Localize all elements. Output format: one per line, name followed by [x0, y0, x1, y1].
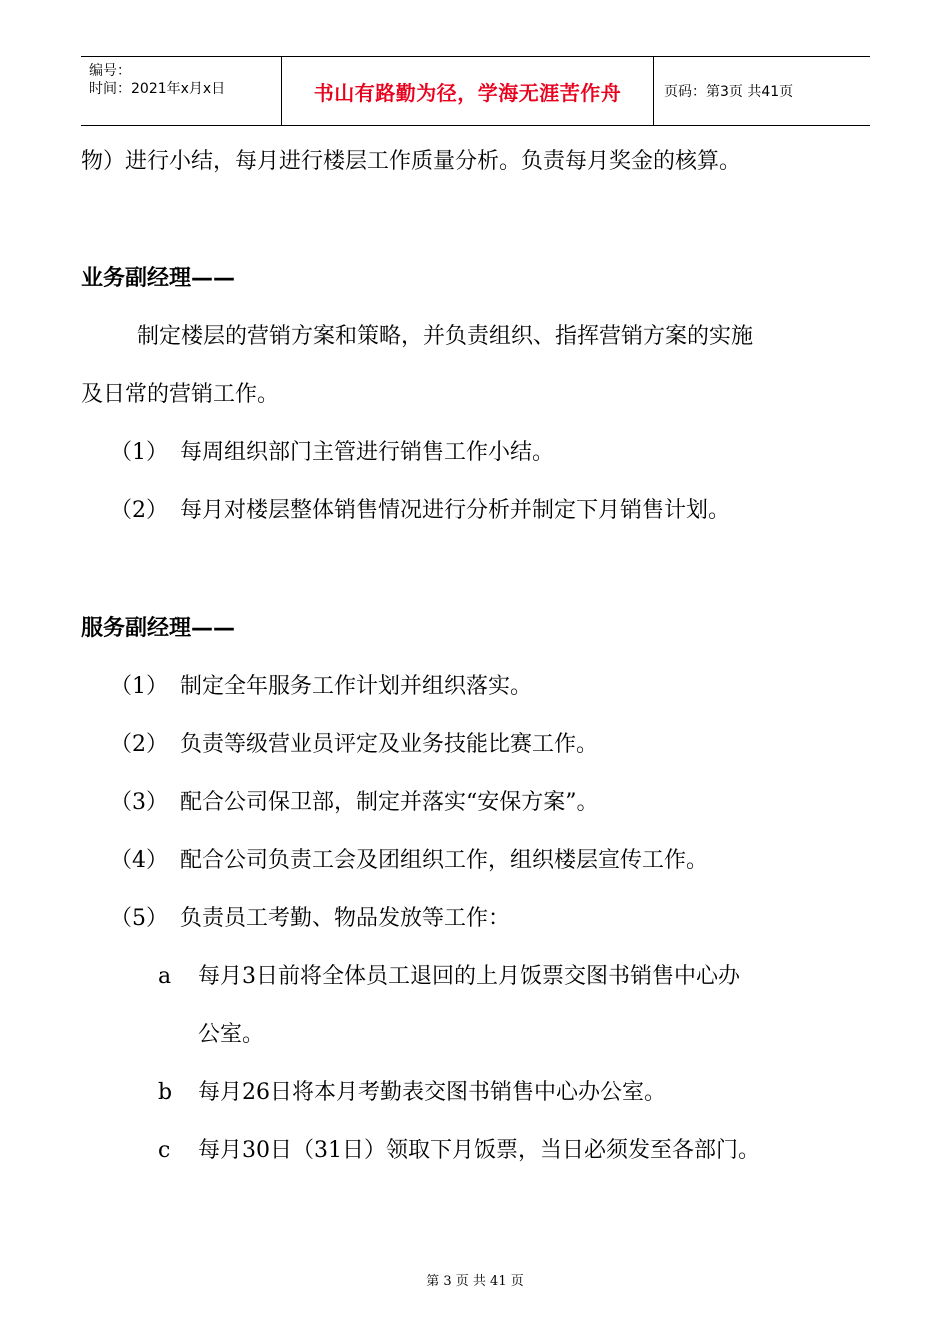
intro-line: 物）进行小结，每月进行楼层工作质量分析。负责每月奖金的核算。: [81, 149, 742, 174]
list-item-number: （1）: [110, 674, 168, 699]
document-header: [81, 56, 870, 126]
list-item-text: 每月对楼层整体销售情况进行分析并制定下月销售计划。: [180, 498, 731, 523]
document-number-label: 编号：: [89, 63, 131, 79]
list-item-number: （2）: [110, 498, 168, 523]
header-meta: [81, 57, 281, 125]
section-heading-business: 业务副经理——: [81, 266, 236, 291]
list-item-text: 负责员工考勤、物品发放等工作：: [180, 906, 511, 931]
sub-list-item: [158, 962, 740, 992]
list-item: [110, 496, 730, 526]
list-item-text: 每周组织部门主管进行销售工作小结。: [180, 440, 555, 465]
list-item-text: 配合公司保卫部，制定并落实“安保方案”。: [180, 790, 599, 815]
page-footer: 第 3 页 共 41 页: [426, 1274, 524, 1289]
list-item-number: （4）: [110, 848, 168, 873]
sub-list-item-text: 每月3日前将全体员工退回的上月饭票交图书销售中心办: [198, 964, 740, 989]
section1-paragraph-line2: 及日常的营销工作。: [81, 382, 280, 407]
list-item-number: （5）: [110, 906, 168, 931]
sub-list-item-mark: a: [158, 964, 172, 989]
section-heading-service: 服务副经理——: [81, 616, 236, 641]
list-item-number: （3）: [110, 790, 168, 815]
list-item: [110, 730, 598, 760]
document-time-label: 时间：2021年x月x日: [89, 81, 226, 97]
list-item: [110, 904, 510, 934]
list-item-text: 配合公司负责工会及团组织工作，组织楼层宣传工作。: [180, 848, 709, 873]
sub-list-item: [158, 1136, 760, 1166]
list-item-text: 负责等级营业员评定及业务技能比赛工作。: [180, 732, 599, 757]
list-item: [110, 672, 532, 702]
list-item-number: （2）: [110, 732, 168, 757]
sub-list-item-mark: c: [158, 1138, 171, 1163]
list-item: [110, 788, 599, 818]
section1-paragraph-line1: 制定楼层的营销方案和策略，并负责组织、指挥营销方案的实施: [137, 324, 754, 349]
sub-list-item-continuation: 公室。: [198, 1022, 265, 1047]
list-item: [110, 846, 708, 876]
header-page-info: 页码：第3页 共41页: [664, 84, 794, 100]
sub-list-item-text: 每月26日将本月考勤表交图书销售中心办公室。: [198, 1080, 666, 1105]
list-item-text: 制定全年服务工作计划并组织落实。: [180, 674, 533, 699]
sub-list-item-text: 每月30日（31日）领取下月饭票，当日必须发至各部门。: [198, 1138, 760, 1163]
header-motto: 书山有路勤为径，学海无涯苦作舟: [281, 57, 654, 125]
list-item-number: （1）: [110, 440, 168, 465]
sub-list-item: [158, 1078, 666, 1108]
list-item: [110, 438, 554, 468]
sub-list-item-mark: b: [158, 1080, 173, 1105]
